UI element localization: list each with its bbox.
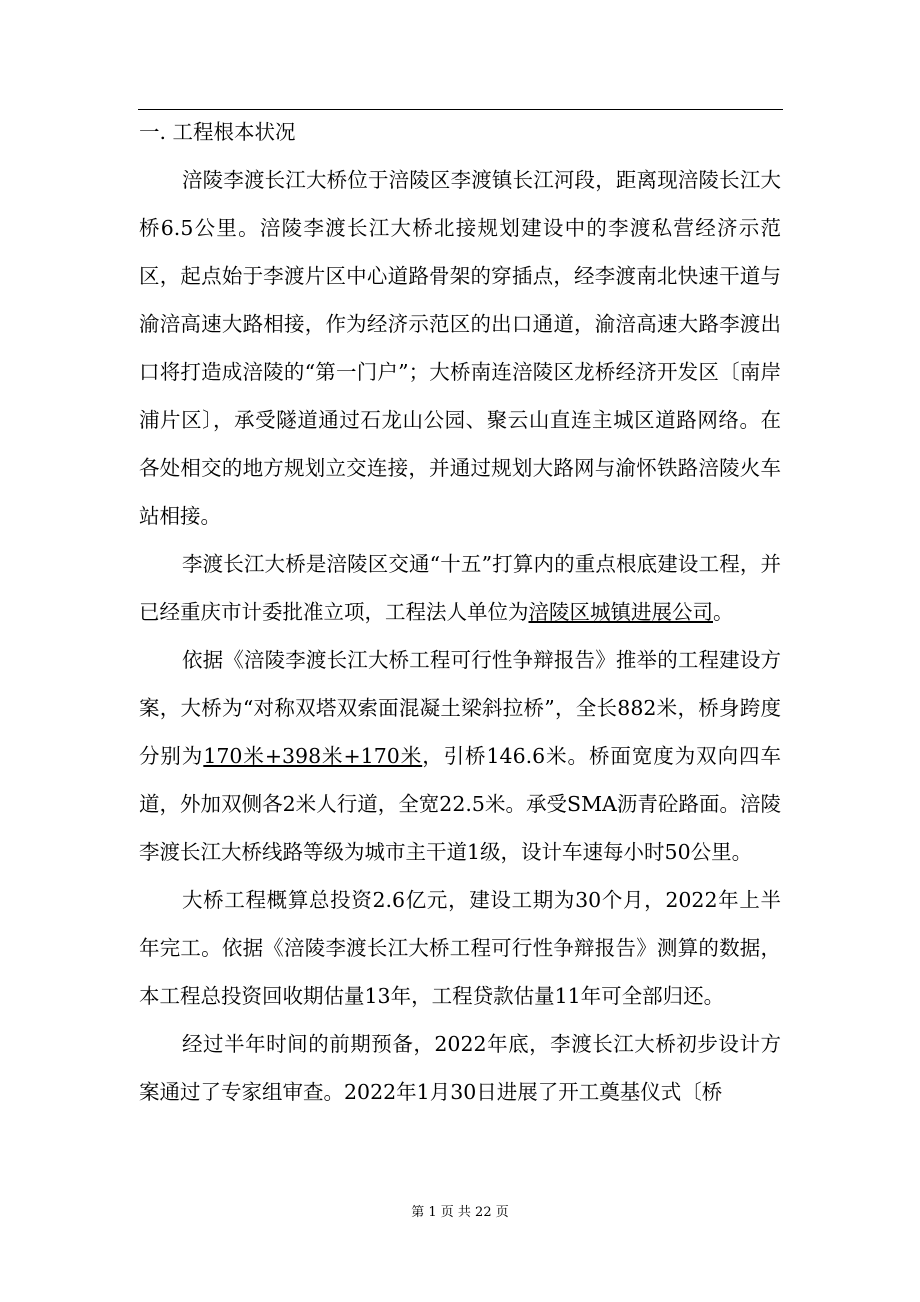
underlined-span-lengths: 170米+398米+170米 bbox=[203, 744, 423, 768]
underlined-company-name: 涪陵区城镇进展公司 bbox=[528, 600, 713, 624]
paragraph-text: 。 bbox=[713, 600, 734, 624]
paragraph-text: ，引桥146.6米。桥面宽度为双向四车道，外加双侧各2米人行道，全宽22.5米。承受SMA沥青砼路面。涪陵李渡长江大桥线路等级为城市主干道1级，设计车速每小时50公里。 bbox=[139, 744, 781, 864]
section-heading: 一. 工程根本状况 bbox=[139, 120, 296, 144]
document-body bbox=[139, 108, 781, 1116]
paragraph-text: 依据《涪陵李渡长江大桥工程可行性争辩报告》推举的工程建设方案，大桥为“对称双塔双索面混凝土梁斜拉桥”，全长882米，桥身跨度分别为 bbox=[139, 648, 781, 768]
paragraph-location bbox=[139, 156, 781, 540]
paragraph-progress bbox=[139, 1020, 781, 1116]
paragraph-text: 涪陵李渡长江大桥位于涪陵区李渡镇长江河段，距离现涪陵长江大桥6.5公里。涪陵李渡长江大桥北接规划建设中的李渡私营经济示范区，起点始于李渡片区中心道路骨架的穿插点，经李渡南北快速干道与渝涪高速大路相接，作为经济示范区的出口通道，渝涪高速大路李渡出口将打造成涪陵的“第一门户”；大桥南连涪陵区龙桥经济开发区〔南岸浦片区〕，承受隧道通过石龙山公园、聚云山直连主城区道路网络。在各处相交的地方规划立交连接，并通过规划大路网与渝怀铁路涪陵火车站相接。 bbox=[139, 168, 781, 528]
page-number-footer: 第 1 页 共 22 页 bbox=[411, 1205, 509, 1220]
paragraph-investment bbox=[139, 876, 781, 1020]
paragraph-text: 大桥工程概算总投资2.6亿元，建设工期为30个月，2022年上半年完工。依据《涪陵李渡长江大桥工程可行性争辩报告》测算的数据，本工程总投资回收期估量13年，工程贷款估量11年可全部归还。 bbox=[139, 888, 781, 1008]
paragraph-project-owner bbox=[139, 540, 781, 636]
paragraph-text: 经过半年时间的前期预备，2022年底，李渡长江大桥初步设计方案通过了专家组审查。2022年1月30日进展了开工奠基仪式〔桥 bbox=[139, 1032, 781, 1104]
paragraph-text: 李渡长江大桥是涪陵区交通“十五”打算内的重点根底建设工程，并已经重庆市计委批准立项，工程法人单位为 bbox=[139, 552, 781, 624]
paragraph-bridge-spec bbox=[139, 636, 781, 876]
